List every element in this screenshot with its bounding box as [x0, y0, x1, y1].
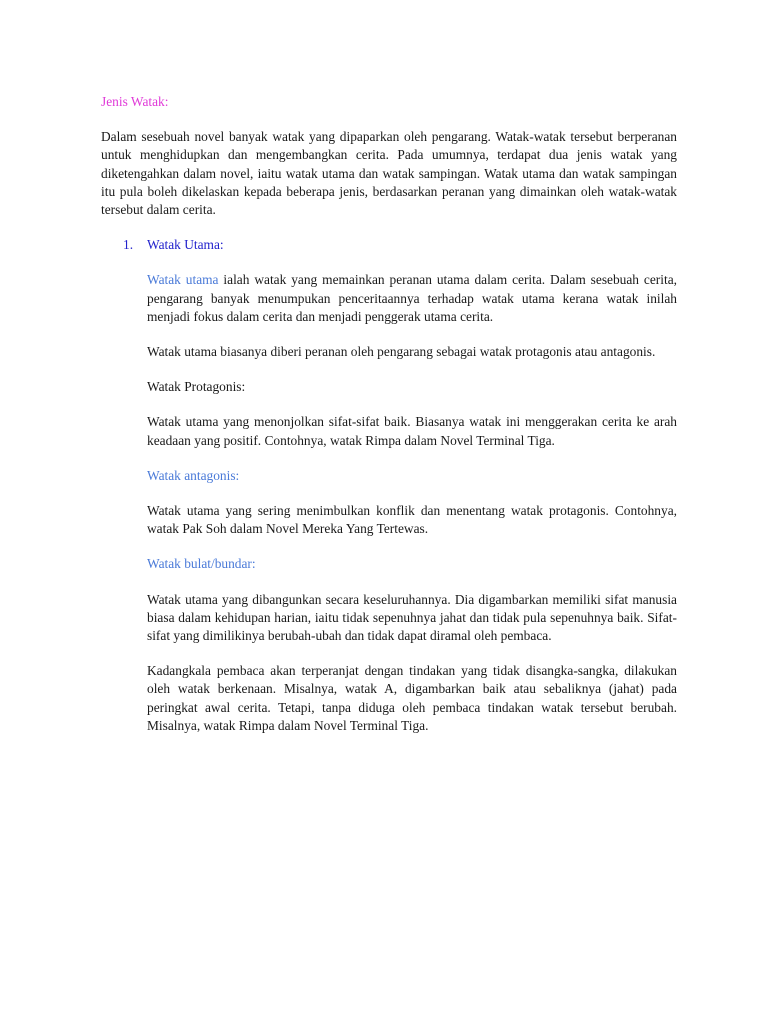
watak-utama-definition-text: ialah watak yang memainkan peranan utama dalam cerita. Dalam sesebuah cerita, pengarang banyak menumpukan penceritaannya terhadap watak utama kerana watak inilah menjadi fokus dalam cerita dan menjadi penggerak utama cerita. [147, 272, 677, 324]
list-title-watak-utama: Watak Utama: [147, 237, 224, 253]
watak-utama-role-paragraph: Watak utama biasanya diberi peranan oleh pengarang sebagai watak protagonis atau antagonis. [147, 344, 656, 360]
watak-utama-definition [147, 271, 677, 326]
subheading-watak-antagonis: Watak antagonis: [147, 467, 240, 483]
protagonis-paragraph: Watak utama yang menonjolkan sifat-sifat baik. Biasanya watak ini menggerakan cerita ke arah keadaan yang positif. Contohnya, watak Rimpa dalam Novel Terminal Tiga. [147, 414, 677, 448]
watak-bulat-paragraph-2: Kadangkala pembaca akan terperanjat dengan tindakan yang tidak disangka-sangka, dilakukan oleh watak berkenaan. Misalnya, watak A, digambarkan baik atau sebaliknya (jahat) pada peringkat awal cerita. Tetapi, tanpa diduga oleh pembaca tindakan watak tersebut berubah. Misalnya, watak Rimpa dalam Novel Terminal Tiga. [147, 663, 677, 733]
intro-paragraph: Dalam sesebuah novel banyak watak yang dipaparkan oleh pengarang. Watak-watak tersebut berperanan untuk menghidupkan dan mengembangkan cerita. Pada umumnya, terdapat dua jenis watak yang diketengahkan dalam novel, iaitu watak utama dan watak sampingan. Watak utama dan watak sampingan itu pula boleh dikelaskan kepada beberapa jenis, berdasarkan peranan yang dimainkan oleh watak-watak tersebut dalam cerita. [101, 129, 677, 218]
watak-bulat-paragraph-1: Watak utama yang dibangunkan secara keseluruhannya. Dia digambarkan memiliki sifat manusia biasa dalam kehidupan harian, iaitu tidak sepenuhnya jahat dan tidak pula sepenuhnya baik. Sifat-sifat yang dimilikinya berubah-ubah dan tidak dapat diramal oleh pembaca. [147, 591, 677, 644]
section-heading-jenis-watak: Jenis Watak: [101, 94, 169, 109]
list-item-watak-utama [101, 236, 677, 735]
subheading-watak-bulat: Watak bulat/bundar: [147, 556, 256, 572]
document-content [101, 93, 677, 752]
watak-utama-term: Watak utama [147, 272, 219, 288]
list-number: 1. [123, 237, 134, 253]
subheading-watak-protagonis: Watak Protagonis: [147, 379, 246, 395]
antagonis-paragraph: Watak utama yang sering menimbulkan konflik dan menentang watak protagonis. Contohnya, watak Pak Soh dalam Novel Mereka Yang Tertewas. [147, 503, 677, 537]
